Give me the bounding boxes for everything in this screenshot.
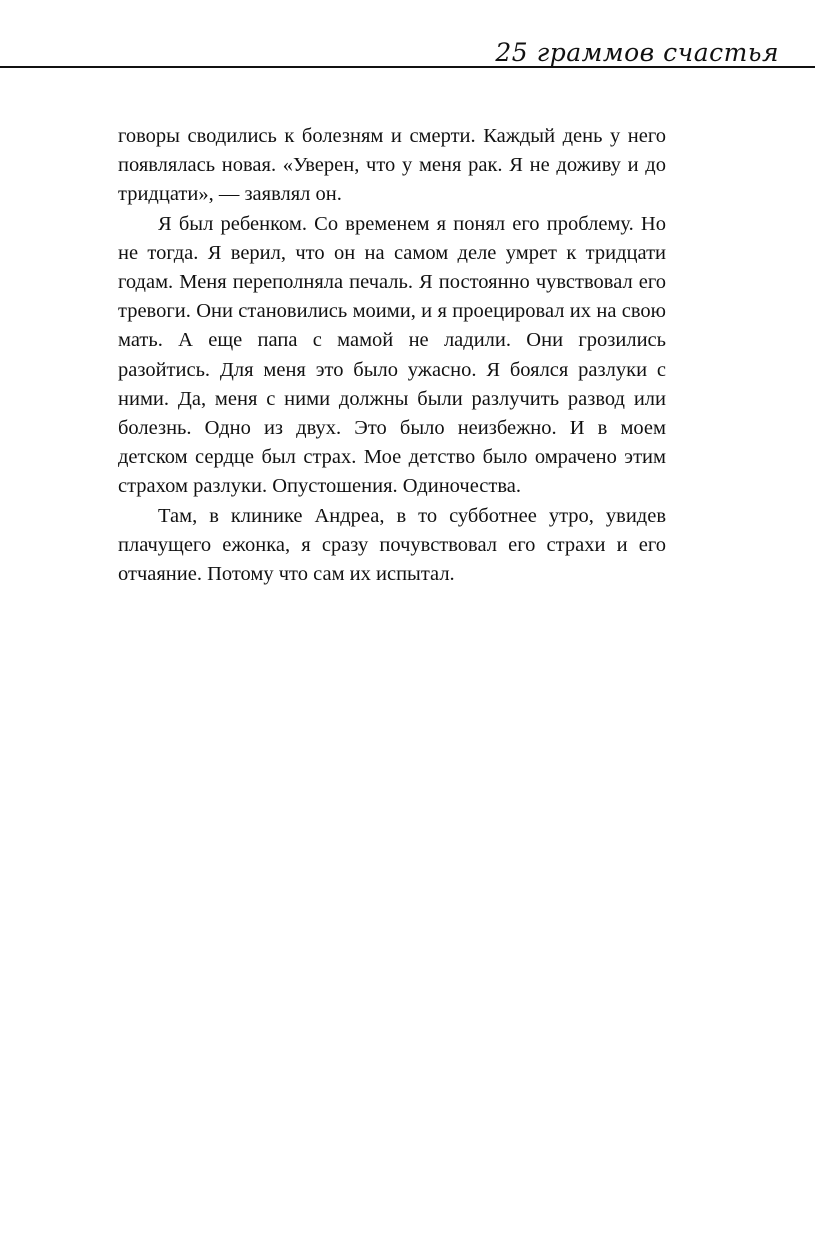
running-header-title: 25 граммов счастья — [495, 38, 779, 67]
paragraph-continued: говоры сводились к болезням и смерти. Каждый день у него появлялась новая. «Уверен, что у меня рак. Я не доживу и до тридцати», — заявлял он. — [118, 125, 666, 206]
paragraph-clinic: Там, в клинике Андреа, в то субботнее утро, увидев плачущего ежонка, я сразу почувствовал его страхи и его отчаяние. Потому что сам их испытал. — [118, 504, 666, 586]
page-body — [118, 122, 666, 589]
header-divider — [0, 66, 815, 68]
paragraph-childhood: Я был ребенком. Со временем я понял его проблему. Но не тогда. Я верил, что он на самом деле умрет к тридцати годам. Меня переполняла печаль. Я постоянно чувствовал его тревоги. Они становились моими, и я проецировал их на свою мать. А еще папа с мамой не ладили. Они грозились разойтись. Для меня это было ужасно. Я боялся разлуки с ними. Да, меня с ними должны были разлучить развод или болезнь. Одно из двух. Это было неизбежно. И в моем детском сердце был страх. Мое детство было омрачено этим страхом разлуки. Опустошения. Одиночества. — [118, 212, 666, 498]
